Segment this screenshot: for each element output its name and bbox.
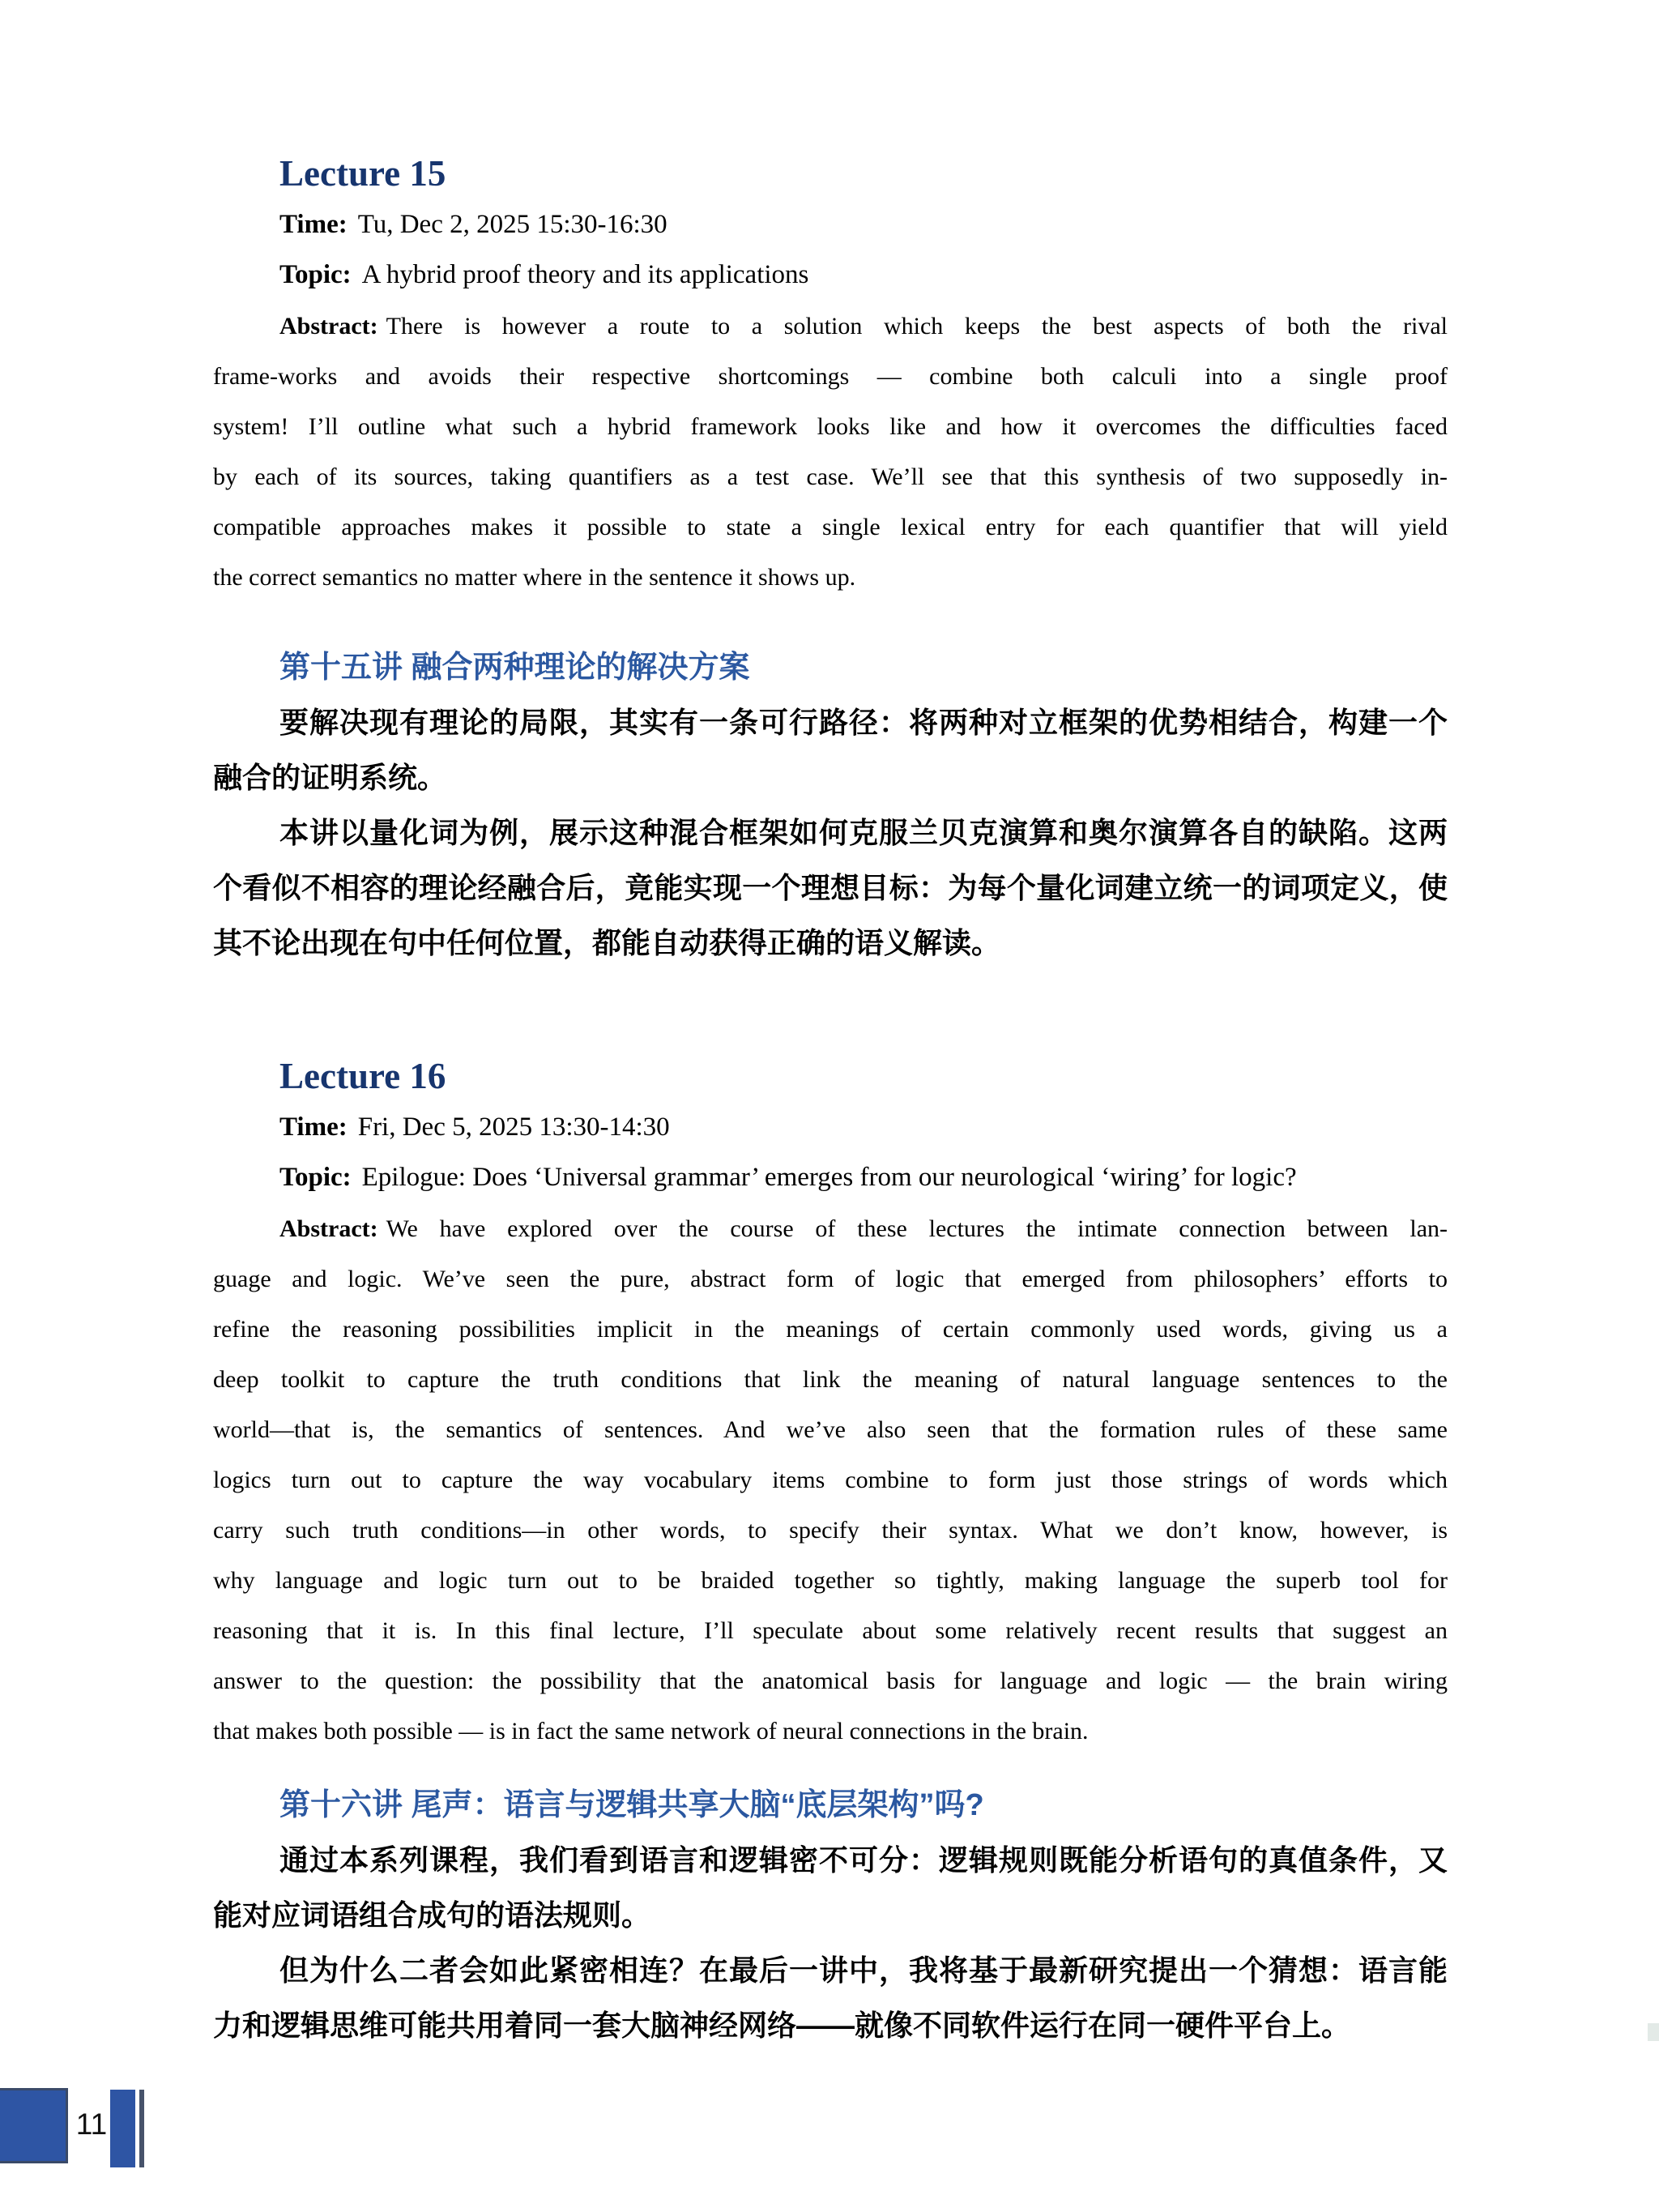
lecture-15-cn-heading: 第十五讲 融合两种理论的解决方案 [279, 651, 750, 685]
text-line: 但为什么二者会如此紧密相连？在最后一讲中，我将基于最新研究提出一个猜想：语言能 [279, 1954, 1448, 1987]
topic-label: Topic: [279, 1163, 352, 1192]
time-label: Time: [279, 210, 348, 239]
lecture-15-time-row [279, 199, 1448, 250]
footer-blue-bar [110, 2090, 135, 2167]
abstract-first-text: We have explored over the course of these lectures the intimate connection between lan- [386, 1215, 1448, 1242]
text-line: compatible approaches makes it possible to state a single lexical entry for each quantifier that will yield [213, 514, 1448, 540]
cn-paragraph [213, 1943, 1448, 2053]
text-line: by each of its sources, taking quantifiers as a test case. We’ll see that this synthesis of two supposedly in- [213, 463, 1448, 490]
lecture-16-cn-heading: 第十六讲 尾声：语言与逻辑共享大脑“底层架构”吗? [279, 1788, 984, 1822]
text-line: world—that is, the semantics of sentences. And we’ve also seen that the formation rules of these same [213, 1416, 1448, 1443]
text-line: refine the reasoning possibilities implicit in the meanings of certain commonly used words, giving us a [213, 1316, 1448, 1343]
abstract-middle-lines [213, 1254, 1448, 1706]
lecture-15-chinese-block [213, 640, 1448, 971]
abstract-last-line: that makes both possible — is in fact the same network of neural connections in the brain. [213, 1718, 1089, 1744]
footer-thin-line [139, 2090, 144, 2167]
lecture-16-section [213, 1055, 1448, 2053]
page-number: 11 [75, 2107, 108, 2141]
time-value: Fri, Dec 5, 2025 13:30-14:30 [357, 1112, 670, 1142]
text-line: deep toolkit to capture the truth conditions that link the meaning of natural language sentences to the [213, 1366, 1448, 1393]
text-line: 通过本系列课程，我们看到语言和逻辑密不可分：逻辑规则既能分析语句的真值条件，又 [279, 1843, 1448, 1877]
abstract-first-line [213, 1204, 1448, 1254]
cn-paragraph [213, 1833, 1448, 1943]
text-line: carry such truth conditions—in other words, to specify their syntax. What we don’t know, however, is [213, 1517, 1448, 1544]
lecture-15-section [213, 152, 1448, 971]
abstract-first-text: There is however a route to a solution which keeps the best aspects of both the rival [386, 313, 1448, 339]
footer-blue-square [0, 2088, 68, 2163]
topic-value: A hybrid proof theory and its applications [361, 260, 809, 289]
topic-label: Topic: [279, 260, 352, 289]
time-value: Tu, Dec 2, 2025 15:30-16:30 [357, 210, 667, 239]
text-line: 本讲以量化词为例，展示这种混合框架如何克服兰贝克演算和奥尔演算各自的缺陷。这两 [279, 816, 1448, 849]
abstract-first-line [213, 301, 1448, 352]
lecture-15-abstract [213, 301, 1448, 603]
lecture-16-chinese-block [213, 1778, 1448, 2053]
right-edge-mark [1648, 2023, 1659, 2041]
time-label: Time: [279, 1112, 348, 1142]
text-line: 融合的证明系统。 [213, 761, 447, 794]
cn-paragraph [213, 805, 1448, 971]
lecture-16-time-row [279, 1102, 1448, 1152]
text-line: 能对应词语组合成句的语法规则。 [213, 1898, 651, 1932]
lecture-15-title: Lecture 15 [279, 153, 446, 194]
abstract-middle-lines [213, 352, 1448, 553]
lecture-16-topic-row [279, 1152, 1448, 1202]
text-line: system! I’ll outline what such a hybrid framework looks like and how it overcomes the difficulties faced [213, 413, 1448, 440]
text-line: reasoning that it is. In this final lecture, I’ll speculate about some relatively recent results that suggest an [213, 1617, 1448, 1644]
text-line: answer to the question: the possibility that the anatomical basis for language and logic — the brain wiring [213, 1668, 1448, 1694]
lecture-16-title: Lecture 16 [279, 1056, 446, 1096]
topic-value: Epilogue: Does ‘Universal grammar’ emerges from our neurological ‘wiring’ for logic? [361, 1163, 1297, 1192]
text-line: 个看似不相容的理论经融合后，竟能实现一个理想目标：为每个量化词建立统一的词项定义，使 [213, 871, 1448, 904]
text-line: frame-works and avoids their respective shortcomings — combine both calculi into a single proof [213, 363, 1448, 390]
text-line: why language and logic turn out to be braided together so tightly, making language the superb tool for [213, 1567, 1448, 1594]
text-line: guage and logic. We’ve seen the pure, abstract form of logic that emerged from philosophers’ efforts to [213, 1266, 1448, 1292]
text-line: logics turn out to capture the way vocabulary items combine to form just those strings of words which [213, 1467, 1448, 1493]
text-line: 其不论出现在句中任何位置，都能自动获得正确的语义解读。 [213, 926, 1001, 959]
abstract-last-line: the correct semantics no matter where in the sentence it shows up. [213, 564, 856, 591]
text-line: 要解决现有理论的局限，其实有一条可行路径：将两种对立框架的优势相结合，构建一个 [279, 706, 1448, 739]
abstract-label: Abstract: [279, 1215, 378, 1242]
abstract-label: Abstract: [279, 313, 378, 339]
page-content [213, 0, 1448, 2053]
lecture-16-abstract [213, 1204, 1448, 1757]
lecture-15-topic-row [279, 250, 1448, 300]
cn-paragraph [213, 695, 1448, 805]
text-line: 力和逻辑思维可能共用着同一套大脑神经网络——就像不同软件运行在同一硬件平台上。 [213, 2009, 1351, 2042]
